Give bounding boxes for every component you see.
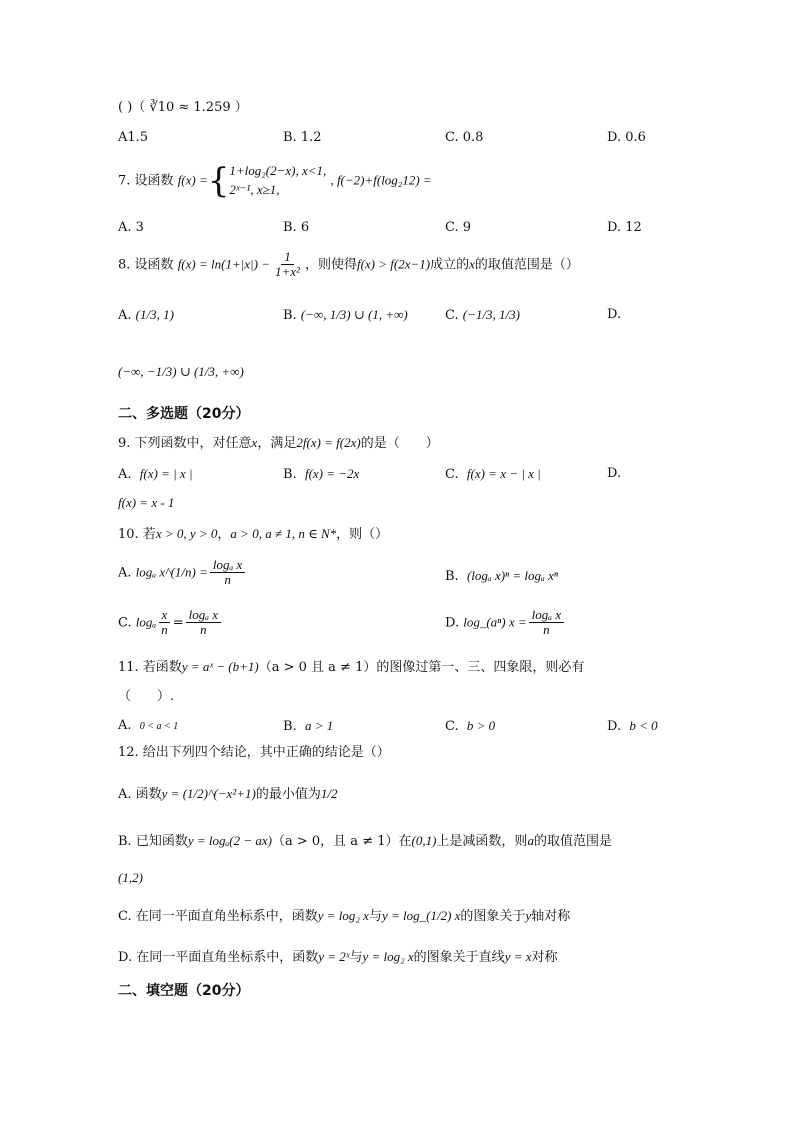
- q8-option-c: [445, 307, 520, 323]
- q8-option-b: [283, 307, 408, 323]
- section-fill-blank-heading: 二、填空题（20分）: [118, 983, 250, 999]
- q7-tail: , f(−2)+f(log₂12) =: [330, 172, 432, 188]
- q8-option-a-label: A.: [118, 308, 132, 323]
- q9-option-b: [283, 466, 359, 482]
- section-multiple-choice-heading: 二、多选题（20分）: [118, 406, 250, 422]
- q9-eq: 2f(x) = f(2x): [296, 435, 361, 450]
- q10-stem-b: ，则（）: [336, 527, 389, 542]
- q11-func: y = aˣ − (b+1): [181, 659, 259, 674]
- q10-option-b-math: (logₐ x)ⁿ = logₐ xⁿ: [466, 568, 558, 583]
- q10-sep: ，: [217, 527, 231, 542]
- q9-option-c: [445, 466, 541, 482]
- q9-stem-c: 的是（ ）: [360, 436, 439, 451]
- q11-option-b-label: B.: [283, 719, 297, 734]
- q9-stem-a: 9. 下列函数中，对任意: [118, 436, 252, 451]
- q10-stem: [118, 526, 388, 543]
- q10-option-c-den: n: [200, 622, 207, 638]
- q12-option-c-text-4: 轴对称: [531, 909, 571, 924]
- q12-option-b-answer: (1,2): [118, 870, 143, 885]
- q10-cond-2: a > 0, a ≠ 1, n ∈ N*: [230, 526, 337, 541]
- q12-option-d-text-2: 与: [349, 950, 363, 965]
- q10-option-c-num: logₐ x: [186, 608, 221, 623]
- q7-option-d: D. 12: [607, 220, 642, 235]
- q11-option-c-math: b > 0: [466, 718, 496, 733]
- q11-stem: [118, 659, 584, 676]
- q10-option-b: [445, 568, 558, 584]
- q8-inequality: f(x) > f(2x−1): [356, 256, 431, 272]
- q8-option-d-label: D.: [607, 307, 622, 322]
- q10-cond-1: x > 0, y > 0: [155, 526, 218, 541]
- q9-option-c-math: f(x) = x − | x |: [466, 466, 541, 481]
- q10-option-d-den: n: [543, 622, 550, 638]
- q10-option-c: [118, 608, 223, 638]
- q11-option-d-math: b < 0: [629, 718, 658, 733]
- q10-option-b-label: B.: [445, 569, 459, 584]
- q12-option-d-text-4: 对称: [531, 950, 558, 965]
- q6-option-c: C. 0.8: [445, 130, 484, 145]
- q8-stem: [118, 250, 579, 280]
- q12-option-c-math-1: y = log₂ x: [317, 908, 369, 923]
- q8-fraction: [272, 250, 303, 280]
- q12-option-d-math-2: y = log₂ x: [362, 949, 414, 964]
- q11-option-a: [118, 718, 178, 733]
- q12-option-d-math-3: y = x: [504, 949, 532, 964]
- q10-option-d: [445, 608, 566, 638]
- q7-brace: {: [207, 160, 230, 201]
- q10-option-c-arg: [158, 608, 171, 638]
- q8-option-a: [118, 307, 174, 323]
- q12-option-d-math-1: y = 2ˣ: [318, 949, 350, 964]
- q8-func: f(x) = ln(1+|x|) −: [177, 256, 270, 272]
- q11-option-a-math: 0 < a < 1: [139, 721, 179, 732]
- q10-option-a-label: A.: [118, 565, 132, 581]
- q7-option-b: B. 6: [283, 220, 310, 235]
- q10-option-c-frac: [186, 608, 221, 638]
- q9-option-d-label: D.: [607, 466, 622, 481]
- q10-stem-a: 10. 若: [118, 527, 156, 542]
- q9-option-c-label: C.: [445, 467, 459, 482]
- q8-option-c-label: C.: [445, 308, 459, 323]
- q8-stem-b: ，则使得: [304, 257, 357, 273]
- q12-option-d: [118, 949, 558, 966]
- q8-stem-c: 成立的: [430, 257, 470, 273]
- q7-case-2: 2ˣ⁻¹, x≥1,: [229, 181, 280, 197]
- q11-option-b: [283, 718, 333, 734]
- q11-stem-b: （a > 0 且 a ≠ 1）的图像过第一、三、四象限，则必有: [258, 660, 585, 675]
- q8-var: x: [469, 256, 475, 272]
- q10-option-c-label: C.: [118, 615, 132, 631]
- q6-option-b: B. 1.2: [283, 130, 322, 145]
- q10-option-d-lhs: log_(aⁿ) x =: [463, 614, 527, 630]
- q10-option-c-eq: =: [172, 615, 184, 631]
- q11-stem-a: 11. 若函数: [118, 660, 182, 675]
- q12-option-c-var: y: [525, 908, 532, 923]
- q12-option-c-math-2: y = log_(1/2) x: [381, 908, 461, 923]
- q9-option-a-label: A.: [118, 467, 132, 482]
- q8-option-b-math: (−∞, 1/3) ∪ (1, +∞): [300, 307, 408, 322]
- q12-option-b-math: y = logₐ(2 − ax): [187, 833, 272, 848]
- q9-option-b-math: f(x) = −2x: [304, 466, 360, 481]
- q8-option-a-math: (1/3, 1): [135, 307, 174, 322]
- q12-option-a: [118, 786, 337, 803]
- q12-option-d-text: D. 在同一平面直角坐标系中，函数: [118, 950, 319, 965]
- q7-stem: [118, 162, 432, 200]
- q12-stem: 12. 给出下列四个结论，其中正确的结论是（）: [118, 745, 390, 760]
- q7-cases: [229, 162, 326, 200]
- q12-option-b-var: a: [527, 833, 534, 848]
- q11-option-d-label: D.: [607, 719, 622, 734]
- q9-stem-b: ，满足: [257, 436, 297, 451]
- q8-stem-a: 8. 设函数: [118, 257, 174, 273]
- q11-option-a-label: A.: [118, 718, 132, 733]
- q12-option-b-text-4: 的取值范围是: [533, 834, 612, 849]
- q12-option-c-text: C. 在同一平面直角坐标系中，函数: [118, 909, 318, 924]
- q11-option-b-math: a > 1: [304, 718, 334, 733]
- q12-option-b-text: B. 已知函数: [118, 834, 188, 849]
- q10-option-a-den: n: [224, 572, 231, 588]
- q10-option-d-num: logₐ x: [529, 608, 564, 623]
- q10-option-a: [118, 558, 247, 588]
- q12-option-b-interval: (0,1): [411, 833, 437, 848]
- q10-option-c-arg-den: n: [161, 622, 168, 638]
- q7-func: f(x) =: [177, 172, 208, 188]
- q10-option-a-num: logₐ x: [210, 558, 245, 573]
- q10-option-a-frac: [210, 558, 245, 588]
- q10-option-c-arg-num: x: [159, 608, 171, 623]
- q12-option-c: [118, 908, 570, 925]
- q7-case-1: 1+log₂(2−x), x<1,: [229, 163, 327, 178]
- q8-option-d-math: (−∞, −1/3) ∪ (1/3, +∞): [118, 364, 244, 379]
- q12-option-a-math: y = (1/2)^(−x²+1): [161, 786, 256, 801]
- q8-option-b-label: B.: [283, 308, 297, 323]
- q6-stem: ( )（ ∛10 ≈ 1.259 ）: [118, 100, 248, 115]
- q6-option-a: A1.5: [118, 130, 149, 145]
- q9-option-d-math: f(x) = x - 1: [118, 495, 175, 510]
- q12-option-b-text-2: （a > 0，且 a ≠ 1）在: [272, 834, 412, 849]
- q7-option-a: A. 3: [118, 220, 144, 235]
- q8-frac-den: 1+x²: [274, 264, 300, 280]
- q12-option-b: [118, 833, 612, 850]
- q11-stem-cont: （ ）.: [118, 689, 175, 704]
- q12-option-d-text-3: 的图象关于直线: [413, 950, 505, 965]
- q12-option-a-value: 1/2: [320, 786, 338, 801]
- q8-option-c-math: (−1/3, 1/3): [462, 307, 520, 322]
- q9-option-b-label: B.: [283, 467, 297, 482]
- q11-option-c-label: C.: [445, 719, 459, 734]
- q10-option-d-frac: [529, 608, 564, 638]
- q9-stem: [118, 435, 439, 452]
- q12-option-b-text-3: 上是减函数，则: [436, 834, 528, 849]
- q8-frac-num: 1: [281, 250, 294, 265]
- q7-number: 7. 设函数: [118, 173, 174, 189]
- q12-option-c-text-2: 与: [368, 909, 382, 924]
- q12-option-a-text-2: 的最小值为: [255, 787, 321, 802]
- q7-option-c: C. 9: [445, 220, 472, 235]
- q12-option-a-text: A. 函数: [118, 787, 162, 802]
- q12-option-c-text-3: 的图象关于: [460, 909, 526, 924]
- q10-option-c-log: logₐ: [135, 614, 157, 630]
- q9-option-a-math: f(x) = | x |: [139, 466, 193, 481]
- q6-option-d: D. 0.6: [607, 130, 646, 145]
- q9-option-a: [118, 466, 193, 482]
- q10-option-d-label: D.: [445, 615, 460, 631]
- q9-var: x: [251, 435, 258, 450]
- q11-option-c: [445, 718, 495, 734]
- q11-option-d: [607, 718, 658, 734]
- q8-stem-d: 的取值范围是（）: [474, 257, 579, 273]
- q10-option-a-lhs: logₐ x^(1/n) =: [135, 564, 208, 580]
